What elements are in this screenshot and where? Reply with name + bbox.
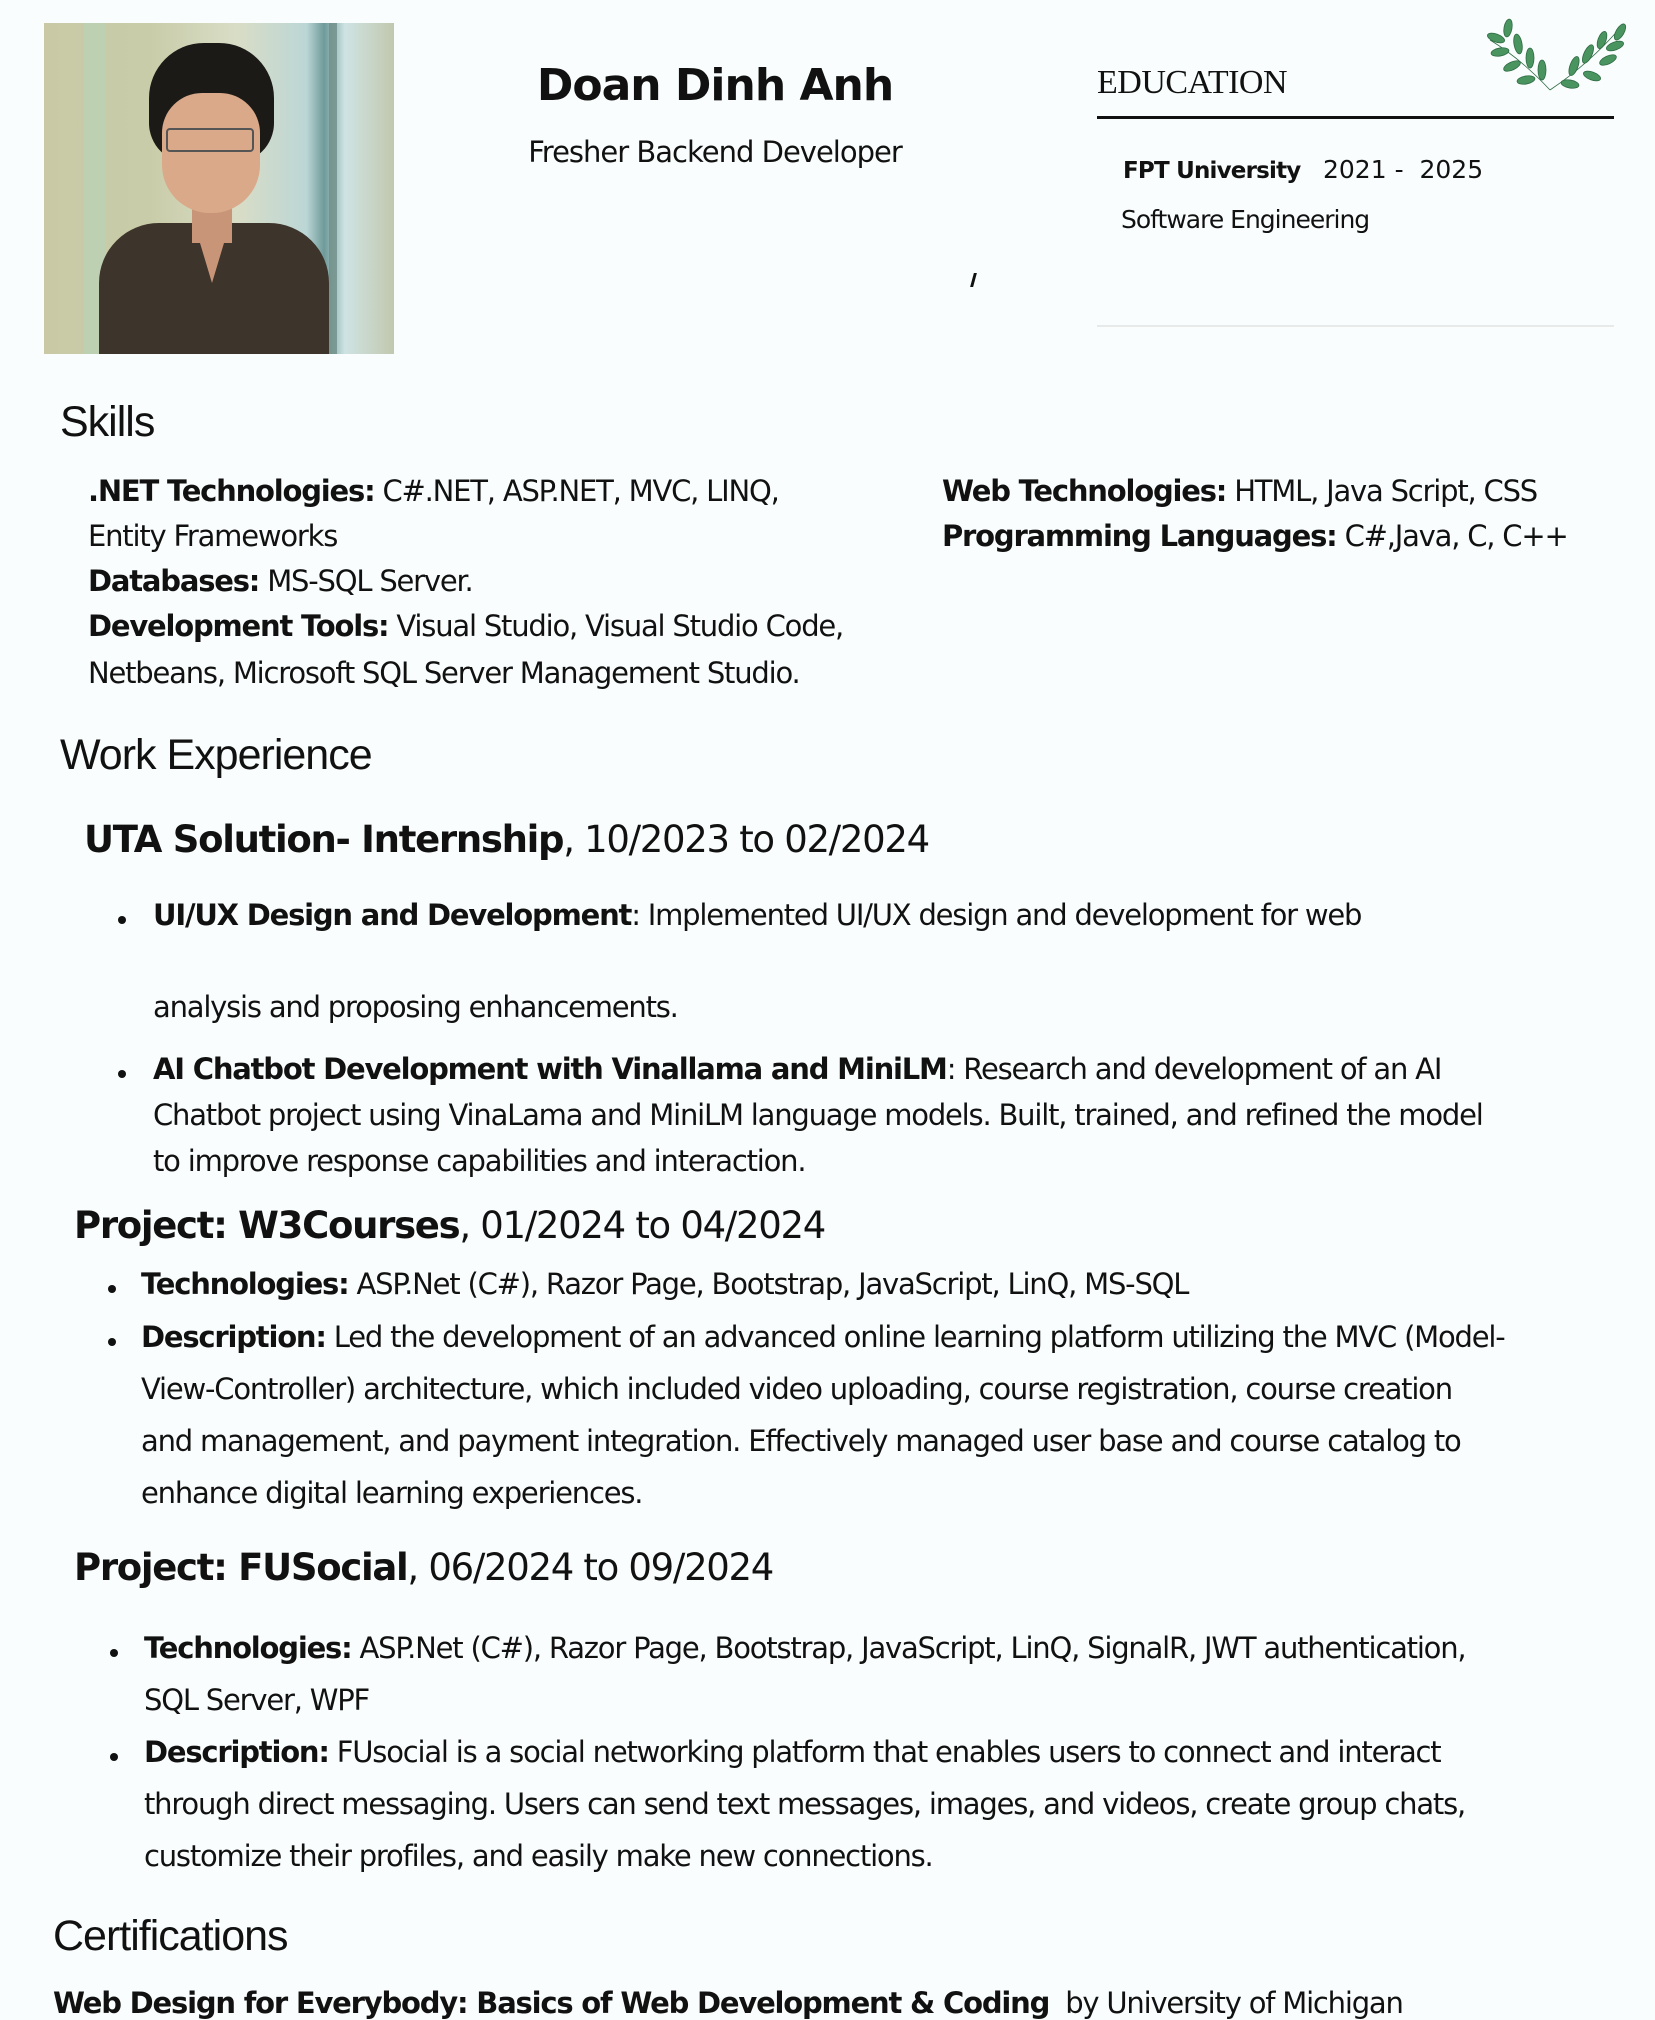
project-item-cont: customize their profiles, and easily make new connections. [144, 1839, 933, 1873]
item-label: Technologies: [141, 1267, 349, 1301]
bullet-icon [118, 916, 126, 924]
bullet-icon [108, 1338, 116, 1346]
education-divider [1097, 116, 1614, 119]
skill-label: .NET Technologies: [88, 474, 375, 508]
skill-value: HTML, Java Script, CSS [1226, 474, 1538, 508]
project-heading [74, 1204, 825, 1247]
bullet-icon [108, 1285, 116, 1293]
profile-photo [44, 23, 394, 354]
project-item [141, 1320, 1505, 1354]
candidate-name: Doan Dinh Anh [536, 60, 894, 111]
skill-value: MS-SQL Server. [259, 564, 473, 598]
item-label: Technologies: [144, 1631, 352, 1665]
skill-line [88, 519, 337, 553]
project-period: , 01/2024 to 04/2024 [459, 1204, 825, 1247]
candidate-role: Fresher Backend Developer [528, 135, 902, 169]
education-separator [1097, 325, 1614, 327]
item-text: Led the development of an advanced online learning platform utilizing the MVC (Model- [325, 1320, 1505, 1354]
item-label: UI/UX Design and Development [153, 898, 632, 932]
project-period: , 06/2024 to 09/2024 [407, 1546, 774, 1589]
work-experience-title: Work Experience [60, 731, 372, 779]
item-text: FUsocial is a social networking platform that enables users to connect and interact [328, 1735, 1441, 1769]
bullet-icon [110, 1649, 118, 1657]
education-school: FPT University [1123, 158, 1301, 184]
certification-name: Web Design for Everybody: Basics of Web Development & Coding [53, 1986, 1050, 2020]
project-item-cont: SQL Server, WPF [144, 1683, 369, 1717]
project-item [141, 1267, 1188, 1301]
internship-item-cont: analysis and proposing enhancements. [153, 990, 678, 1024]
skill-line [88, 564, 473, 598]
project-item [144, 1735, 1440, 1769]
laurel-leaves-icon [1480, 18, 1630, 98]
project-item-cont: enhance digital learning experiences. [141, 1476, 643, 1510]
internship-item-cont: Chatbot project using VinaLama and MiniLM language models. Built, trained, and refined the model [153, 1098, 1483, 1132]
skill-value: Entity Frameworks [88, 519, 338, 553]
skill-label: Databases: [88, 564, 260, 598]
skill-value: Netbeans, Microsoft SQL Server Management Studio. [88, 656, 800, 690]
education-title: EDUCATION [1097, 64, 1288, 101]
project-item-cont: and management, and payment integration. Effectively managed user base and course catalog to [141, 1424, 1461, 1458]
skill-line [942, 474, 1537, 508]
item-text: : Research and development of an AI [946, 1052, 1442, 1086]
certification-item [53, 1986, 1403, 2020]
skills-title: Skills [60, 398, 155, 446]
internship-item [153, 1052, 1441, 1086]
education-years: 2021 - 2025 [1323, 155, 1484, 184]
project-name: Project: W3Courses [74, 1204, 460, 1247]
certifications-title: Certifications [53, 1912, 288, 1960]
skill-value: Visual Studio, Visual Studio Code, [388, 609, 844, 643]
skill-line [942, 519, 1568, 553]
item-label: Description: [141, 1320, 326, 1354]
project-heading [74, 1546, 773, 1589]
bullet-icon [118, 1070, 126, 1078]
item-label: AI Chatbot Development with Vinallama and MiniLM [153, 1052, 947, 1086]
skill-value: C#,Java, C, C++ [1336, 519, 1568, 553]
skill-line [88, 609, 843, 643]
item-text: ASP.Net (C#), Razor Page, Bootstrap, JavaScript, LinQ, SignalR, JWT authentication, [351, 1631, 1466, 1665]
project-item-cont: through direct messaging. Users can send text messages, images, and videos, create group chats, [144, 1787, 1466, 1821]
project-name: Project: FUSocial [74, 1546, 408, 1589]
item-label: Description: [144, 1735, 329, 1769]
skill-label: Programming Languages: [942, 519, 1337, 553]
skill-value: C#.NET, ASP.NET, MVC, LINQ, [374, 474, 779, 508]
skill-line [88, 474, 779, 508]
item-text: : Implemented UI/UX design and development for web [631, 898, 1362, 932]
certification-issuer: by University of Michigan [1049, 1986, 1403, 2020]
skill-line [88, 656, 800, 690]
internship-heading [84, 818, 929, 861]
internship-company: UTA Solution- Internship [84, 818, 564, 861]
skill-label: Development Tools: [88, 609, 389, 643]
bullet-icon [110, 1753, 118, 1761]
internship-item [153, 898, 1361, 932]
project-item-cont: View-Controller) architecture, which included video uploading, course registration, course creation [141, 1372, 1452, 1406]
internship-period: , 10/2023 to 02/2024 [563, 818, 929, 861]
education-major: Software Engineering [1121, 205, 1370, 234]
skill-label: Web Technologies: [942, 474, 1227, 508]
item-text: ASP.Net (C#), Razor Page, Bootstrap, JavaScript, LinQ, MS-SQL [348, 1267, 1189, 1301]
internship-item-cont: to improve response capabilities and interaction. [153, 1144, 806, 1178]
stray-mark [970, 273, 977, 287]
project-item [144, 1631, 1465, 1665]
